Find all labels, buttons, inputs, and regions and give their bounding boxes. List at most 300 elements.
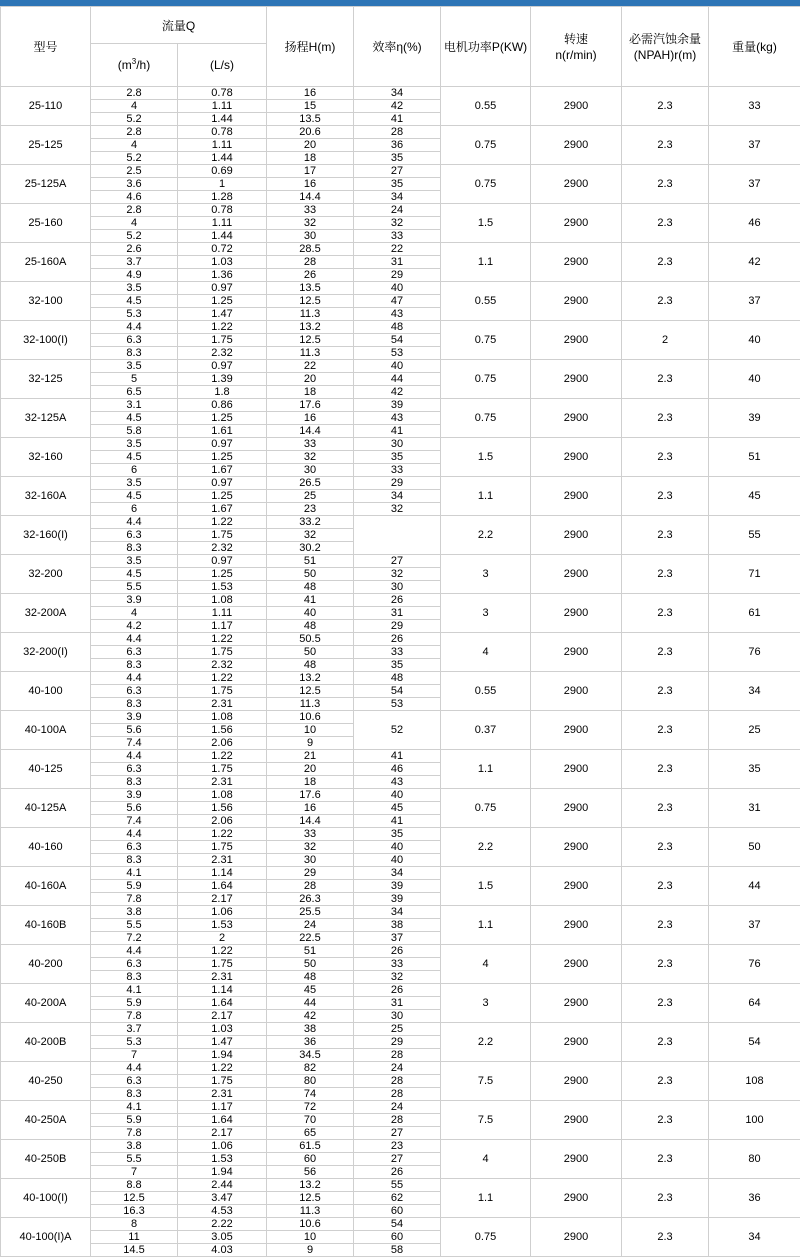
power-cell: 1.5 bbox=[441, 438, 531, 477]
spec-row bbox=[1, 321, 800, 334]
power-cell: 4 bbox=[441, 1140, 531, 1179]
weight-cell: 34 bbox=[709, 1218, 800, 1257]
efficiency-cell: 34 bbox=[354, 906, 441, 919]
speed-cell: 2900 bbox=[531, 828, 622, 867]
flow-m3h-cell: 4.2 bbox=[91, 620, 178, 633]
speed-cell: 2900 bbox=[531, 282, 622, 321]
flow-ls-cell: 1.17 bbox=[178, 1101, 267, 1114]
flow-ls-cell: 0.69 bbox=[178, 165, 267, 178]
head-cell: 16 bbox=[267, 802, 354, 815]
flow-ls-cell: 0.78 bbox=[178, 204, 267, 217]
flow-ls-cell: 1.64 bbox=[178, 1114, 267, 1127]
efficiency-cell: 29 bbox=[354, 1036, 441, 1049]
head-cell: 18 bbox=[267, 152, 354, 165]
flow-m3h-cell: 2.8 bbox=[91, 204, 178, 217]
weight-cell: 51 bbox=[709, 438, 800, 477]
flow-m3h-cell: 5.5 bbox=[91, 1153, 178, 1166]
flow-ls-cell: 1.25 bbox=[178, 412, 267, 425]
head-cell: 20 bbox=[267, 763, 354, 776]
efficiency-cell: 62 bbox=[354, 1192, 441, 1205]
col-header-efficiency: 效率η(%) bbox=[354, 7, 441, 87]
head-cell: 12.5 bbox=[267, 334, 354, 347]
weight-cell: 76 bbox=[709, 945, 800, 984]
efficiency-cell: 37 bbox=[354, 932, 441, 945]
efficiency-cell: 35 bbox=[354, 659, 441, 672]
spec-row bbox=[1, 945, 800, 958]
flow-ls-cell: 0.97 bbox=[178, 360, 267, 373]
flow-ls-cell: 1.53 bbox=[178, 1153, 267, 1166]
efficiency-cell: 58 bbox=[354, 1244, 441, 1257]
flow-m3h-cell: 6 bbox=[91, 464, 178, 477]
flow-ls-cell: 1.94 bbox=[178, 1049, 267, 1062]
weight-cell: 61 bbox=[709, 594, 800, 633]
efficiency-cell: 27 bbox=[354, 165, 441, 178]
efficiency-cell: 41 bbox=[354, 425, 441, 438]
head-cell: 10.6 bbox=[267, 711, 354, 724]
head-cell: 10 bbox=[267, 1231, 354, 1244]
flow-ls-cell: 1.53 bbox=[178, 919, 267, 932]
flow-ls-cell: 1.03 bbox=[178, 256, 267, 269]
flow-m3h-cell: 7 bbox=[91, 1166, 178, 1179]
power-cell: 0.55 bbox=[441, 282, 531, 321]
col-header-head: 扬程H(m) bbox=[267, 7, 354, 87]
flow-m3h-cell: 6.5 bbox=[91, 386, 178, 399]
power-cell: 0.75 bbox=[441, 1218, 531, 1257]
flow-m3h-cell: 4.1 bbox=[91, 1101, 178, 1114]
power-cell: 0.75 bbox=[441, 165, 531, 204]
model-cell: 32-160 bbox=[1, 438, 91, 477]
flow-m3h-cell: 7.4 bbox=[91, 737, 178, 750]
efficiency-cell: 39 bbox=[354, 880, 441, 893]
flow-ls-cell: 1.56 bbox=[178, 724, 267, 737]
flow-ls-cell: 1.25 bbox=[178, 295, 267, 308]
weight-cell: 36 bbox=[709, 1179, 800, 1218]
col-header-npsh-line2: (NPAH)r(m) bbox=[633, 47, 697, 62]
flow-ls-cell: 1.22 bbox=[178, 828, 267, 841]
head-cell: 28 bbox=[267, 880, 354, 893]
weight-cell: 76 bbox=[709, 633, 800, 672]
flow-m3h-cell: 4 bbox=[91, 607, 178, 620]
flow-ls-cell: 1.08 bbox=[178, 594, 267, 607]
flow-ls-cell: 2.31 bbox=[178, 698, 267, 711]
flow-ls-cell: 1.67 bbox=[178, 503, 267, 516]
flow-ls-cell: 1.44 bbox=[178, 230, 267, 243]
weight-cell: 37 bbox=[709, 906, 800, 945]
efficiency-cell: 43 bbox=[354, 412, 441, 425]
flow-m3h-cell: 6.3 bbox=[91, 529, 178, 542]
head-cell: 34.5 bbox=[267, 1049, 354, 1062]
weight-cell: 37 bbox=[709, 165, 800, 204]
head-cell: 50 bbox=[267, 568, 354, 581]
efficiency-cell: 26 bbox=[354, 945, 441, 958]
weight-cell: 39 bbox=[709, 399, 800, 438]
power-cell: 0.75 bbox=[441, 321, 531, 360]
npsh-cell: 2.3 bbox=[622, 165, 709, 204]
spec-row bbox=[1, 1023, 800, 1036]
power-cell: 1.1 bbox=[441, 477, 531, 516]
flow-ls-cell: 1.25 bbox=[178, 568, 267, 581]
power-cell: 2.2 bbox=[441, 1023, 531, 1062]
head-cell: 82 bbox=[267, 1062, 354, 1075]
efficiency-cell: 26 bbox=[354, 1166, 441, 1179]
weight-cell: 33 bbox=[709, 87, 800, 126]
head-cell: 50 bbox=[267, 958, 354, 971]
spec-row bbox=[1, 555, 800, 568]
flow-m3h-cell: 3.8 bbox=[91, 1140, 178, 1153]
flow-ls-cell: 1.08 bbox=[178, 789, 267, 802]
speed-cell: 2900 bbox=[531, 399, 622, 438]
head-cell: 32 bbox=[267, 451, 354, 464]
efficiency-cell: 55 bbox=[354, 1179, 441, 1192]
flow-m3h-cell: 6 bbox=[91, 503, 178, 516]
efficiency-cell: 60 bbox=[354, 1231, 441, 1244]
flow-m3h-cell: 4.4 bbox=[91, 516, 178, 529]
efficiency-cell: 34 bbox=[354, 867, 441, 880]
flow-m3h-cell: 6.3 bbox=[91, 763, 178, 776]
flow-m3h-cell: 4.6 bbox=[91, 191, 178, 204]
flow-ls-cell: 1.44 bbox=[178, 113, 267, 126]
flow-m3h-cell: 3.7 bbox=[91, 1023, 178, 1036]
speed-cell: 2900 bbox=[531, 204, 622, 243]
spec-row bbox=[1, 204, 800, 217]
spec-row bbox=[1, 477, 800, 490]
efficiency-cell: 48 bbox=[354, 672, 441, 685]
flow-m3h-cell: 5.2 bbox=[91, 113, 178, 126]
flow-m3h-cell: 7.8 bbox=[91, 1127, 178, 1140]
head-cell: 14.4 bbox=[267, 815, 354, 828]
flow-ls-cell: 1 bbox=[178, 178, 267, 191]
flow-m3h-cell: 8.3 bbox=[91, 347, 178, 360]
power-cell: 3 bbox=[441, 984, 531, 1023]
flow-m3h-cell: 2.8 bbox=[91, 87, 178, 100]
model-cell: 40-100(I) bbox=[1, 1179, 91, 1218]
power-cell: 1.5 bbox=[441, 204, 531, 243]
head-cell: 32 bbox=[267, 841, 354, 854]
flow-m3h-cell: 3.5 bbox=[91, 438, 178, 451]
head-cell: 13.2 bbox=[267, 1179, 354, 1192]
speed-cell: 2900 bbox=[531, 711, 622, 750]
weight-cell: 55 bbox=[709, 516, 800, 555]
head-cell: 24 bbox=[267, 919, 354, 932]
head-cell: 33 bbox=[267, 204, 354, 217]
npsh-cell: 2.3 bbox=[622, 594, 709, 633]
model-cell: 25-125 bbox=[1, 126, 91, 165]
flow-m3h-cell: 11 bbox=[91, 1231, 178, 1244]
flow-ls-cell: 0.72 bbox=[178, 243, 267, 256]
flow-ls-cell: 0.97 bbox=[178, 282, 267, 295]
speed-cell: 2900 bbox=[531, 672, 622, 711]
efficiency-cell: 35 bbox=[354, 178, 441, 191]
weight-cell: 80 bbox=[709, 1140, 800, 1179]
flow-m3h-cell: 4.9 bbox=[91, 269, 178, 282]
flow-ls-cell: 2.17 bbox=[178, 1127, 267, 1140]
power-cell: 1.1 bbox=[441, 750, 531, 789]
weight-cell: 50 bbox=[709, 828, 800, 867]
flow-m3h-cell: 4.4 bbox=[91, 672, 178, 685]
speed-cell: 2900 bbox=[531, 360, 622, 399]
power-cell: 1.5 bbox=[441, 867, 531, 906]
model-cell: 32-160A bbox=[1, 477, 91, 516]
flow-m3h-cell: 5 bbox=[91, 373, 178, 386]
col-header-speed-line2: n(r/min) bbox=[555, 47, 597, 62]
col-header-weight: 重量(kg) bbox=[709, 7, 800, 87]
speed-cell: 2900 bbox=[531, 633, 622, 672]
head-cell: 45 bbox=[267, 984, 354, 997]
weight-cell: 44 bbox=[709, 867, 800, 906]
weight-cell: 31 bbox=[709, 789, 800, 828]
flow-ls-cell: 2.32 bbox=[178, 659, 267, 672]
weight-cell: 64 bbox=[709, 984, 800, 1023]
flow-ls-cell: 1.47 bbox=[178, 308, 267, 321]
flow-ls-cell: 3.47 bbox=[178, 1192, 267, 1205]
efficiency-cell: 25 bbox=[354, 1023, 441, 1036]
flow-ls-cell: 1.22 bbox=[178, 1062, 267, 1075]
power-cell: 0.55 bbox=[441, 87, 531, 126]
flow-m3h-cell: 5.5 bbox=[91, 919, 178, 932]
flow-m3h-cell: 5.3 bbox=[91, 308, 178, 321]
head-cell: 25.5 bbox=[267, 906, 354, 919]
model-cell: 40-100 bbox=[1, 672, 91, 711]
efficiency-cell: 33 bbox=[354, 230, 441, 243]
power-cell: 3 bbox=[441, 594, 531, 633]
flow-m3h-cell: 8.8 bbox=[91, 1179, 178, 1192]
weight-cell: 37 bbox=[709, 126, 800, 165]
npsh-cell: 2.3 bbox=[622, 945, 709, 984]
efficiency-cell: 29 bbox=[354, 269, 441, 282]
model-cell: 40-100A bbox=[1, 711, 91, 750]
flow-ls-cell: 1.03 bbox=[178, 1023, 267, 1036]
flow-m3h-cell: 5.9 bbox=[91, 997, 178, 1010]
spec-row bbox=[1, 633, 800, 646]
flow-ls-cell: 1.75 bbox=[178, 841, 267, 854]
model-cell: 40-250 bbox=[1, 1062, 91, 1101]
head-cell: 17.6 bbox=[267, 399, 354, 412]
spec-row bbox=[1, 594, 800, 607]
flow-m3h-cell: 3.7 bbox=[91, 256, 178, 269]
head-cell: 32 bbox=[267, 529, 354, 542]
model-cell: 40-200 bbox=[1, 945, 91, 984]
head-cell: 13.5 bbox=[267, 282, 354, 295]
efficiency-cell: 27 bbox=[354, 555, 441, 568]
model-cell: 40-200B bbox=[1, 1023, 91, 1062]
col-header-flow-m3h bbox=[91, 44, 178, 87]
flow-ls-cell: 1.75 bbox=[178, 763, 267, 776]
flow-ls-cell: 0.97 bbox=[178, 477, 267, 490]
flow-m3h-cell: 8.3 bbox=[91, 698, 178, 711]
efficiency-cell: 26 bbox=[354, 984, 441, 997]
flow-ls-cell: 2.32 bbox=[178, 542, 267, 555]
flow-m3h-cell: 4 bbox=[91, 100, 178, 113]
efficiency-cell: 35 bbox=[354, 451, 441, 464]
efficiency-cell: 32 bbox=[354, 217, 441, 230]
power-cell: 1.1 bbox=[441, 1179, 531, 1218]
speed-cell: 2900 bbox=[531, 438, 622, 477]
npsh-cell: 2.3 bbox=[622, 87, 709, 126]
efficiency-cell: 53 bbox=[354, 698, 441, 711]
flow-ls-cell: 2.22 bbox=[178, 1218, 267, 1231]
efficiency-cell: 31 bbox=[354, 256, 441, 269]
efficiency-cell: 28 bbox=[354, 1088, 441, 1101]
efficiency-cell: 32 bbox=[354, 503, 441, 516]
flow-ls-cell: 1.94 bbox=[178, 1166, 267, 1179]
head-cell: 32 bbox=[267, 217, 354, 230]
npsh-cell: 2.3 bbox=[622, 750, 709, 789]
efficiency-cell: 33 bbox=[354, 646, 441, 659]
head-cell: 18 bbox=[267, 386, 354, 399]
flow-m3h-cell: 7.8 bbox=[91, 1010, 178, 1023]
head-cell: 13.2 bbox=[267, 321, 354, 334]
efficiency-cell: 52 bbox=[354, 711, 441, 750]
efficiency-cell: 35 bbox=[354, 152, 441, 165]
efficiency-cell: 45 bbox=[354, 802, 441, 815]
pump-spec-table bbox=[0, 6, 800, 1257]
flow-m3h-cell: 7.4 bbox=[91, 815, 178, 828]
head-cell: 74 bbox=[267, 1088, 354, 1101]
head-cell: 11.3 bbox=[267, 347, 354, 360]
speed-cell: 2900 bbox=[531, 321, 622, 360]
power-cell: 2.2 bbox=[441, 828, 531, 867]
flow-ls-cell: 0.78 bbox=[178, 126, 267, 139]
flow-m3h-cell: 2.5 bbox=[91, 165, 178, 178]
power-cell: 4 bbox=[441, 633, 531, 672]
flow-ls-cell: 2.06 bbox=[178, 815, 267, 828]
flow-ls-cell: 1.11 bbox=[178, 100, 267, 113]
head-cell: 50 bbox=[267, 646, 354, 659]
flow-m3h-cell: 3.5 bbox=[91, 477, 178, 490]
weight-cell: 34 bbox=[709, 672, 800, 711]
head-cell: 26 bbox=[267, 269, 354, 282]
model-cell: 32-200A bbox=[1, 594, 91, 633]
efficiency-cell: 24 bbox=[354, 204, 441, 217]
model-cell: 32-160(I) bbox=[1, 516, 91, 555]
flow-m3h-cell: 5.6 bbox=[91, 724, 178, 737]
flow-ls-cell: 1.17 bbox=[178, 620, 267, 633]
flow-ls-cell: 1.64 bbox=[178, 880, 267, 893]
efficiency-cell: 54 bbox=[354, 685, 441, 698]
speed-cell: 2900 bbox=[531, 477, 622, 516]
flow-m3h-cell: 5.6 bbox=[91, 802, 178, 815]
head-cell: 28.5 bbox=[267, 243, 354, 256]
speed-cell: 2900 bbox=[531, 1062, 622, 1101]
head-cell: 14.4 bbox=[267, 191, 354, 204]
weight-cell: 46 bbox=[709, 204, 800, 243]
flow-m3h-cell: 5.3 bbox=[91, 1036, 178, 1049]
model-cell: 25-110 bbox=[1, 87, 91, 126]
flow-m3h-cell: 5.2 bbox=[91, 230, 178, 243]
weight-cell: 40 bbox=[709, 360, 800, 399]
weight-cell: 25 bbox=[709, 711, 800, 750]
power-cell: 3 bbox=[441, 555, 531, 594]
spec-row bbox=[1, 828, 800, 841]
spec-row bbox=[1, 1062, 800, 1075]
model-cell: 40-125 bbox=[1, 750, 91, 789]
speed-cell: 2900 bbox=[531, 126, 622, 165]
flow-ls-cell: 1.06 bbox=[178, 906, 267, 919]
head-cell: 22.5 bbox=[267, 932, 354, 945]
head-cell: 20.6 bbox=[267, 126, 354, 139]
head-cell: 26.5 bbox=[267, 477, 354, 490]
head-cell: 80 bbox=[267, 1075, 354, 1088]
efficiency-cell: 30 bbox=[354, 438, 441, 451]
flow-m3h-cell: 14.5 bbox=[91, 1244, 178, 1257]
flow-m3h-cell: 3.9 bbox=[91, 789, 178, 802]
head-cell: 16 bbox=[267, 412, 354, 425]
head-cell: 30 bbox=[267, 230, 354, 243]
efficiency-cell: 47 bbox=[354, 295, 441, 308]
efficiency-cell: 40 bbox=[354, 789, 441, 802]
speed-cell: 2900 bbox=[531, 555, 622, 594]
efficiency-cell: 33 bbox=[354, 464, 441, 477]
npsh-cell: 2.3 bbox=[622, 399, 709, 438]
head-cell: 65 bbox=[267, 1127, 354, 1140]
head-cell: 25 bbox=[267, 490, 354, 503]
speed-cell: 2900 bbox=[531, 1023, 622, 1062]
model-cell: 40-250B bbox=[1, 1140, 91, 1179]
spec-row bbox=[1, 750, 800, 763]
head-cell: 18 bbox=[267, 776, 354, 789]
model-cell: 32-100(I) bbox=[1, 321, 91, 360]
flow-ls-cell: 2.17 bbox=[178, 893, 267, 906]
flow-ls-cell: 1.75 bbox=[178, 529, 267, 542]
efficiency-cell: 60 bbox=[354, 1205, 441, 1218]
flow-m3h-cell: 3.5 bbox=[91, 555, 178, 568]
flow-m3h-cell: 4.5 bbox=[91, 568, 178, 581]
efficiency-cell: 34 bbox=[354, 191, 441, 204]
npsh-cell: 2.3 bbox=[622, 1062, 709, 1101]
flow-m3h-cell: 4.5 bbox=[91, 490, 178, 503]
head-cell: 33 bbox=[267, 438, 354, 451]
flow-m3h-cell: 4.1 bbox=[91, 984, 178, 997]
efficiency-cell: 48 bbox=[354, 321, 441, 334]
head-cell: 29 bbox=[267, 867, 354, 880]
flow-ls-cell: 2.31 bbox=[178, 854, 267, 867]
flow-ls-cell: 1.11 bbox=[178, 607, 267, 620]
weight-cell: 100 bbox=[709, 1101, 800, 1140]
weight-cell: 45 bbox=[709, 477, 800, 516]
weight-cell: 37 bbox=[709, 282, 800, 321]
flow-m3h-cell: 3.8 bbox=[91, 906, 178, 919]
model-cell: 40-100(I)A bbox=[1, 1218, 91, 1257]
flow-ls-cell: 1.8 bbox=[178, 386, 267, 399]
col-header-flow-ls: (L/s) bbox=[178, 44, 267, 87]
model-cell: 25-125A bbox=[1, 165, 91, 204]
head-cell: 17 bbox=[267, 165, 354, 178]
flow-m3h-cell: 4.4 bbox=[91, 1062, 178, 1075]
col-header-speed-line1: 转速 bbox=[563, 31, 588, 46]
flow-m3h-cell: 2.6 bbox=[91, 243, 178, 256]
npsh-cell: 2.3 bbox=[622, 1140, 709, 1179]
weight-cell: 108 bbox=[709, 1062, 800, 1101]
efficiency-cell: 26 bbox=[354, 594, 441, 607]
head-cell: 28 bbox=[267, 256, 354, 269]
efficiency-cell: 23 bbox=[354, 1140, 441, 1153]
flow-m3h-cell: 5.9 bbox=[91, 880, 178, 893]
flow-ls-cell: 1.22 bbox=[178, 321, 267, 334]
head-cell: 12.5 bbox=[267, 685, 354, 698]
head-cell: 56 bbox=[267, 1166, 354, 1179]
flow-m3h-sup: 3 bbox=[131, 57, 137, 66]
head-cell: 48 bbox=[267, 581, 354, 594]
npsh-cell: 2.3 bbox=[622, 555, 709, 594]
flow-ls-cell: 1.75 bbox=[178, 1075, 267, 1088]
head-cell: 42 bbox=[267, 1010, 354, 1023]
npsh-cell: 2.3 bbox=[622, 1218, 709, 1257]
flow-ls-cell: 1.64 bbox=[178, 997, 267, 1010]
flow-ls-cell: 0.86 bbox=[178, 399, 267, 412]
speed-cell: 2900 bbox=[531, 516, 622, 555]
flow-ls-cell: 1.14 bbox=[178, 984, 267, 997]
flow-m3h-cell: 4.5 bbox=[91, 412, 178, 425]
